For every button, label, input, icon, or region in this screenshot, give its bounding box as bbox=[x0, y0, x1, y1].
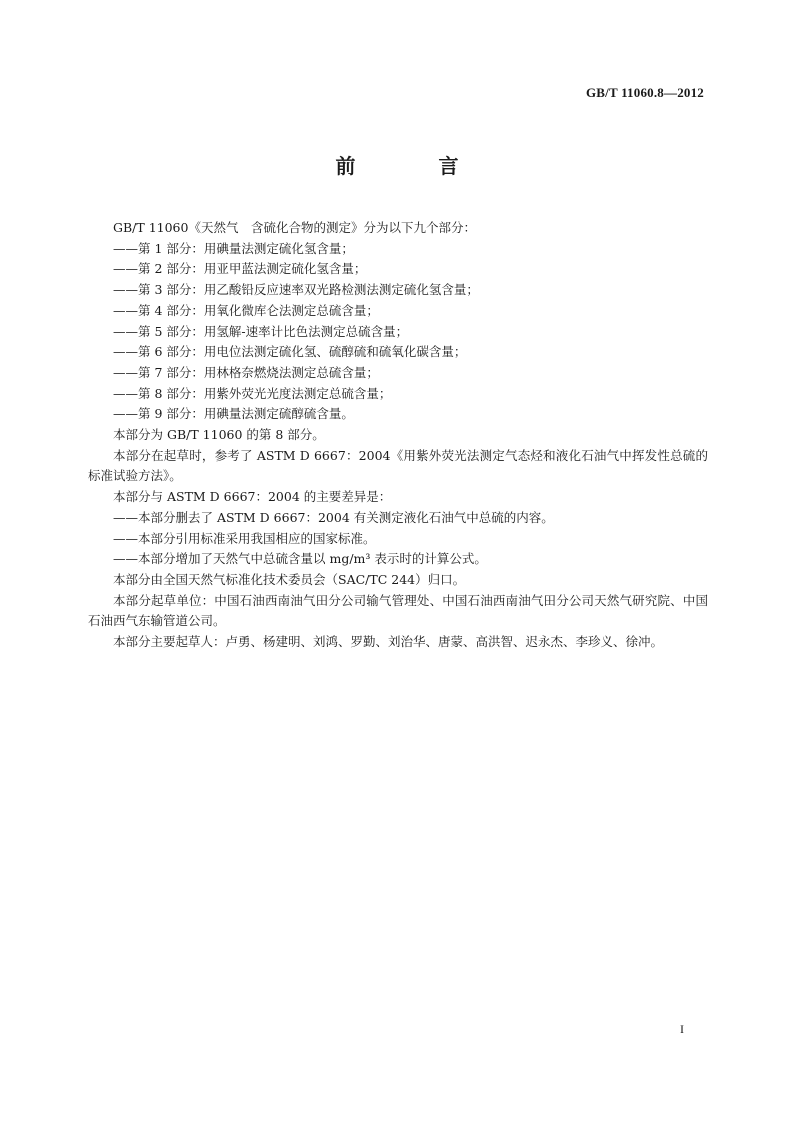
difference-item-1: ——本部分删去了 ASTM D 6667：2004 有关测定液化石油气中总硫的内容。 bbox=[113, 509, 554, 525]
drafters-paragraph: 本部分主要起草人：卢勇、杨建明、刘鸿、罗勤、刘治华、唐蒙、高洪智、迟永杰、李珍义、徐冲。 bbox=[113, 634, 664, 650]
drafting-units-paragraph: 本部分起草单位：中国石油西南油气田分公司输气管理处、中国石油西南油气田分公司天然气研究院、中国石油西气东输管道公司。 bbox=[88, 592, 708, 629]
part-list-item-5: ——第 5 部分：用氢解-速率计比色法测定总硫含量； bbox=[113, 323, 409, 339]
difference-item-2: ——本部分引用标准采用我国相应的国家标准。 bbox=[113, 530, 376, 546]
committee-paragraph: 本部分由全国天然气标准化技术委员会（SAC/TC 244）归口。 bbox=[113, 571, 466, 587]
foreword-body bbox=[88, 218, 708, 653]
part-list-item-7: ——第 7 部分：用林格奈燃烧法测定总硫含量； bbox=[113, 364, 379, 380]
difference-item-3: ——本部分增加了天然气中总硫含量以 mg/m³ 表示时的计算公式。 bbox=[113, 551, 487, 567]
part-list-item-1: ——第 1 部分：用碘量法测定硫化氢含量； bbox=[113, 240, 354, 256]
standard-code: GB/T 11060.8—2012 bbox=[585, 85, 704, 100]
part-list-item-9: ——第 9 部分：用碘量法测定硫醇硫含量。 bbox=[113, 406, 354, 422]
page-title: 前 言 bbox=[335, 154, 497, 178]
page-number: I bbox=[680, 1022, 684, 1036]
part-list-item-2: ——第 2 部分：用亚甲蓝法测定硫化氢含量； bbox=[113, 261, 367, 277]
differences-intro: 本部分与 ASTM D 6667：2004 的主要差异是： bbox=[113, 489, 392, 505]
part-list-item-4: ——第 4 部分：用氧化微库仑法测定总硫含量； bbox=[113, 302, 379, 318]
reference-paragraph: 本部分在起草时，参考了 ASTM D 6667：2004《用紫外荧光法测定气态烃和液化石油气中挥发性总硫的标准试验方法》。 bbox=[88, 447, 708, 484]
this-part-statement: 本部分为 GB/T 11060 的第 8 部分。 bbox=[113, 427, 325, 443]
part-list-item-3: ——第 3 部分：用乙酸铅反应速率双光路检测法测定硫化氢含量； bbox=[113, 282, 479, 298]
intro-paragraph: GB/T 11060《天然气 含硫化合物的测定》分为以下九个部分： bbox=[113, 220, 476, 235]
part-list-item-6: ——第 6 部分：用电位法测定硫化氢、硫醇硫和硫氧化碳含量； bbox=[113, 344, 467, 360]
part-list-item-8: ——第 8 部分：用紫外荧光光度法测定总硫含量； bbox=[113, 385, 392, 401]
